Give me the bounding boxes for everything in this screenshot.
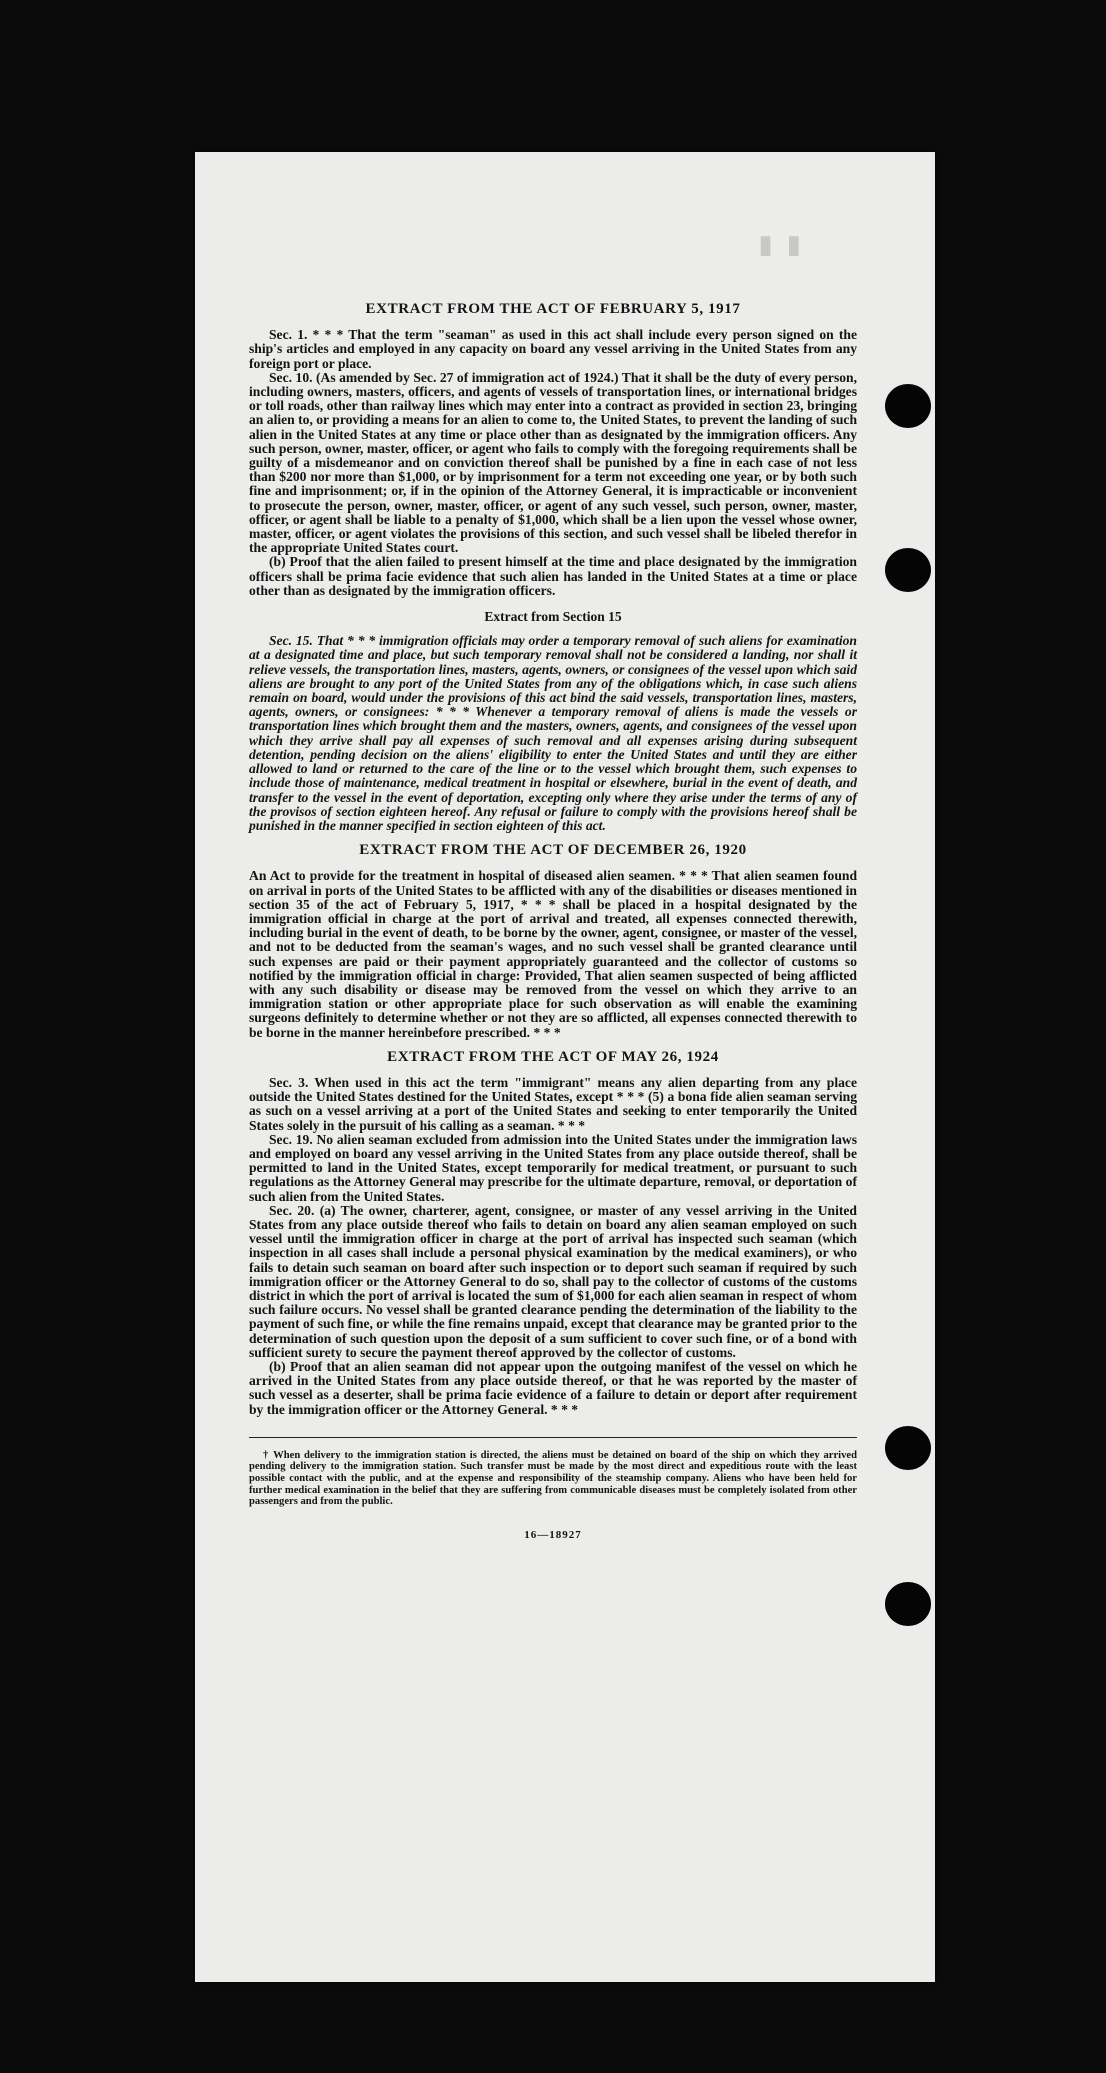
paragraph-sec-15: Sec. 15. That * * * immigration officials may order a temporary removal of such aliens for examination at a designated time and place, but such temporary removal shall not be considered a landing, nor shall it relieve vessels, the transportation lines, masters, agents, owners, or consignees of the vessel upon which said aliens are brought to any port of the United States from any of the obligations which, in case such aliens remain on board, would under the provisions of this act bind the said vessels, transportation lines, masters, agents, owners, or consignees: * * * Whenever a temporary removal of aliens is made the vessels or transportation lines which brought them and the masters, owners, agents, and consignees of the vessel upon which they arrive shall pay all expenses of such removal and all expenses arising during subsequent detention, pending decision on the aliens' eligibility to enter the United States and until they are either allowed to land or returned to the care of the line or to the vessel which brought them, such expenses to include those of maintenance, medical treatment in hospital or elsewhere, burial in the event of death, and transfer to the vessel in the event of deportation, excepting only where they arise under the terms of any of the provisos of section eighteen hereof. Any refusal or failure to comply with the provisions hereof shall be punished in the manner specified in section eighteen of this act. bbox=[249, 633, 857, 833]
punch-hole-2 bbox=[885, 548, 931, 592]
document-page bbox=[195, 152, 935, 1982]
paragraph-sec-10b: (b) Proof that the alien failed to present himself at the time and place designated by the immigration officers shall be prima facie evidence that such alien has landed in the United States at a time or place other than as designated by the immigration officers. bbox=[249, 554, 857, 598]
document-content bbox=[249, 292, 857, 1542]
bleed-through-mark: ▮▮ bbox=[758, 230, 815, 259]
form-number: 16—18927 bbox=[524, 1528, 582, 1541]
paragraph-sec-20b: (b) Proof that an alien seaman did not appear upon the outgoing manifest of the vessel on which he arrived in the United States from any place outside thereof, or that he was reported by the master of such vessel as a deserter, shall be prima facie evidence of a failure to detain or deport after requirement by the immigration officer or the Attorney General. * * * bbox=[249, 1359, 857, 1417]
punch-hole-3 bbox=[885, 1426, 931, 1470]
paragraph-sec-10: Sec. 10. (As amended by Sec. 27 of immigration act of 1924.) That it shall be the duty of every person, including owners, masters, officers, and agents of vessels of transportation lines, or international bridges or toll roads, other than railway lines which may enter into a contract as provided in section 23, bringing an alien to, or providing a means for an alien to come to, the United States, to prevent the landing of such alien in the United States at any time or place other than as designated by the immigration officers. Any such person, owner, master, officer, or agent who fails to comply with the foregoing requirements shall be guilty of a misdemeanor and on conviction thereof shall be punished by a fine in each case of not less than $200 nor more than $1,000, or by imprisonment for a term not exceeding one year, or by both such fine and imprisonment; or, if in the opinion of the Attorney General, it is impracticable or inconvenient to prosecute the person, owner, master, officer, or agent of any such vessel, such person, owner, master, officer, or agent shall be liable to a penalty of $1,000, which shall be a lien upon the vessel whose owner, master, officer, or agent violates the provisions of this section, and such vessel shall be libeled therefor in the appropriate United States court. bbox=[249, 369, 857, 556]
paragraph-sec-1: Sec. 1. * * * That the term "seaman" as used in this act shall include every person signed on the ship's articles and employed in any capacity on board any vessel arriving in the United States from any foreign port or place. bbox=[249, 327, 857, 371]
paragraph-act-1920: An Act to provide for the treatment in hospital of diseased alien seamen. * * * That alien seamen found on arrival in ports of the United States to be afflicted with any of the disabilities or diseases mentioned in section 35 of the act of February 5, 1917, * * * shall be placed in a hospital designated by the immigration official in charge at the port of arrival and treated, all expenses connected therewith, including burial in the event of death, to be borne by the owner, agent, consignee, or master of the vessel, and not to be deducted from the seaman's wages, and no such vessel shall be granted clearance until such expenses are paid or their payment appropriately guaranteed and the collector of customs so notified by the immigration official in charge: Provided, That alien seamen suspected of being afflicted with any such disability or disease may be removed from the vessel on which they arrive to an immigration station or other appropriate place for such observation as will enable the examining surgeons definitely to determine whether or not they are so afflicted, all expenses connected therewith to be borne in the manner hereinbefore prescribed. * * * bbox=[249, 868, 857, 1040]
paragraph-sec-20a: Sec. 20. (a) The owner, charterer, agent, consignee, or master of any vessel arriving in the United States from any place outside thereof who fails to detain on board any alien seaman employed on such vessel until the immigration officer in charge at the port of arrival has inspected such seaman (which inspection in all cases shall include a personal physical examination by the medical examiners), or who fails to detain such seaman on board after such inspection or to deport such seaman if required by such immigration officer or the Attorney General to do so, shall pay to the collector of customs of the customs district in which the port of arrival is located the sum of $1,000 for each alien seaman in respect of whom such failure occurs. No vessel shall be granted clearance pending the determination of the liability to the payment of such fine, or while the fine remains unpaid, except that clearance may be granted prior to the determination of such question upon the deposit of a sum sufficient to cover such fine, or of a bond with sufficient surety to secure the payment thereof approved by the collector of customs. bbox=[249, 1202, 857, 1360]
punch-hole-1 bbox=[885, 384, 931, 428]
paragraph-sec-19: Sec. 19. No alien seaman excluded from admission into the United States under the immigration laws and employed on board any vessel arriving in the United States from any place outside thereof, shall be permitted to land in the United States, except temporarily for medical treatment, or pursuant to such regulations as the Attorney General may prescribe for the ultimate departure, removal, or deportation of such alien from the United States. bbox=[249, 1131, 857, 1204]
heading-act-1917: EXTRACT FROM THE ACT OF FEBRUARY 5, 1917 bbox=[365, 301, 741, 317]
footnote: † When delivery to the immigration station is directed, the aliens must be detained on board of the ship on which they arrived pending delivery to the immigration station. Such transfer must be made by the most direct and expeditious route with the least possible contact with the public, and at the expense and responsibility of the steamship company. Aliens who have been held for further medical examination in the belief that they are suffering from communicable diseases must be completely isolated from other passengers and from the public. bbox=[249, 1449, 857, 1508]
footnote-divider bbox=[249, 1437, 857, 1438]
paragraph-sec-3: Sec. 3. When used in this act the term "immigrant" means any alien departing from any place outside the United States destined for the United States, except * * * (5) a bona fide alien seaman serving as such on a vessel arriving at a port of the United States and seeking to enter temporarily the United States solely in the pursuit of his calling as a seaman. * * * bbox=[249, 1074, 857, 1133]
punch-hole-4 bbox=[885, 1582, 931, 1626]
heading-section-15: Extract from Section 15 bbox=[484, 609, 622, 625]
heading-act-1920: EXTRACT FROM THE ACT OF DECEMBER 26, 1920 bbox=[359, 842, 747, 859]
heading-act-1924: EXTRACT FROM THE ACT OF MAY 26, 1924 bbox=[387, 1048, 719, 1065]
